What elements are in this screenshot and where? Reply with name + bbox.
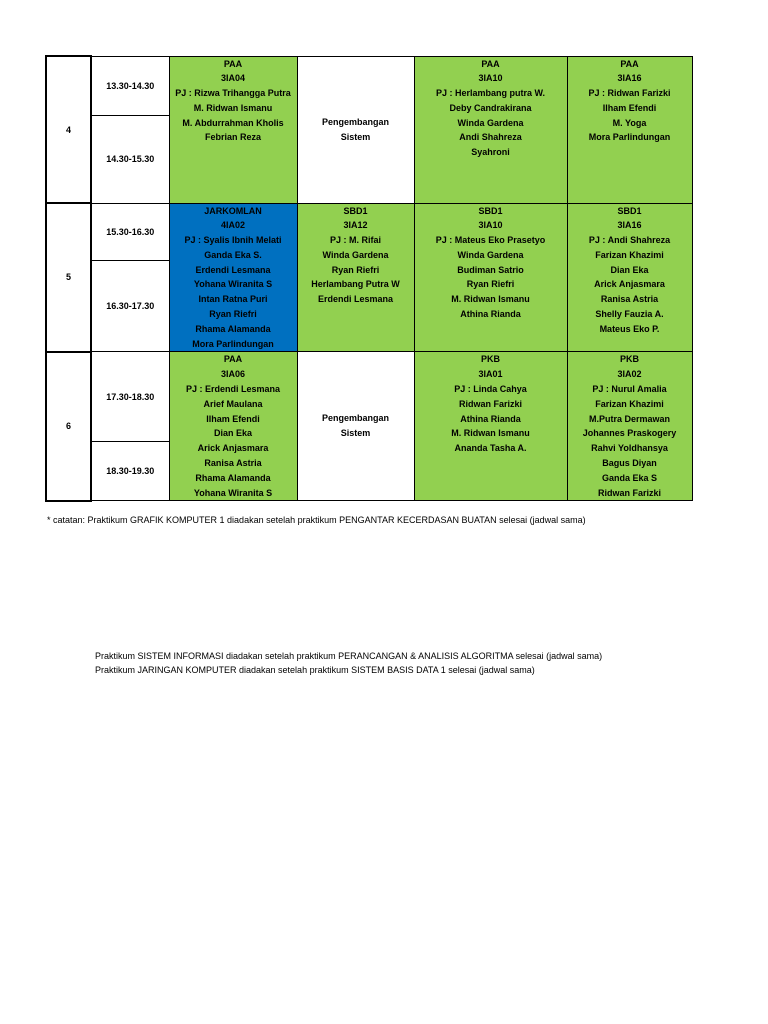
- cell-line: Erdendi Lesmana: [195, 264, 271, 275]
- cell-line: Budiman Satrio: [457, 264, 524, 275]
- cell-line: Athina Rianda: [460, 309, 521, 320]
- cell-line: 3IA16: [617, 73, 642, 84]
- cell-line: Winda Gardena: [322, 249, 389, 260]
- cell-line: Syahroni: [471, 147, 510, 158]
- cell-line: Shelly Fauzia A.: [595, 309, 664, 320]
- class-cell: [297, 203, 414, 352]
- cell-line: Ilham Efendi: [206, 413, 260, 424]
- class-cell: [567, 56, 692, 203]
- cell-line: 3IA12: [343, 220, 368, 231]
- cell-line: Ranisa Astria: [204, 458, 262, 469]
- class-cell: [169, 56, 297, 203]
- cell-line: Bagus Diyan: [602, 458, 657, 469]
- cell-line: PAA: [620, 58, 639, 69]
- cell-line: Mora Parlindungan: [192, 338, 274, 349]
- cell-lines: [415, 352, 567, 456]
- cell-line: Rhama Alamanda: [195, 323, 271, 334]
- cell-line: PJ : Nurul Amalia: [592, 384, 667, 395]
- class-cell: [297, 56, 414, 203]
- table-row: [46, 352, 692, 441]
- time-slot: 18.30-19.30: [91, 441, 169, 501]
- cell-line: PJ : Ridwan Farizki: [588, 88, 671, 99]
- session-number: 5: [46, 203, 91, 352]
- cell-line: PJ : Erdendi Lesmana: [185, 384, 281, 395]
- class-cell: [414, 203, 567, 352]
- cell-line: Deby Candrakirana: [449, 102, 532, 113]
- time-slot: 16.30-17.30: [91, 260, 169, 352]
- cell-line: Herlambang Putra W: [311, 279, 400, 290]
- cell-lines: [568, 204, 692, 337]
- cell-line: Ryan Riefri: [209, 309, 257, 320]
- cell-line: 3IA06: [220, 369, 246, 380]
- cell-line: Febrian Reza: [204, 132, 262, 143]
- class-cell: [414, 352, 567, 501]
- table-row: [46, 203, 692, 260]
- cell-line: Ridwan Farizki: [458, 398, 522, 409]
- cell-line: Farizan Khazimi: [595, 249, 664, 260]
- cell-line: PJ : Mateus Eko Prasetyo: [435, 235, 546, 246]
- session-number: 4: [46, 56, 91, 203]
- cell-line: Mora Parlindungan: [588, 132, 671, 143]
- class-cell: [297, 352, 414, 501]
- class-cell: [567, 352, 692, 501]
- cell-line: SBD1: [617, 205, 642, 216]
- cell-line: 3IA10: [478, 220, 503, 231]
- time-slot: 17.30-18.30: [91, 352, 169, 441]
- cell-line: 4IA02: [220, 220, 246, 231]
- cell-line: Ryan Riefri: [331, 264, 380, 275]
- schedule-table: [45, 55, 693, 502]
- cell-line: Ananda Tasha A.: [454, 443, 527, 454]
- cell-line: M. Ridwan Ismanu: [451, 428, 530, 439]
- cell-line: Ridwan Farizki: [597, 487, 661, 498]
- cell-line: PKB: [619, 354, 639, 365]
- cell-line: 3IA04: [220, 73, 246, 84]
- cell-line: Arick Anjasmara: [594, 279, 665, 290]
- cell-line: Pengembangan: [321, 116, 389, 127]
- cell-line: Winda Gardena: [457, 249, 524, 260]
- class-cell: [169, 352, 297, 501]
- cell-lines: [415, 204, 567, 322]
- cell-line: M.Putra Dermawan: [588, 413, 671, 424]
- cell-line: SBD1: [343, 205, 368, 216]
- cell-line: M. Abdurrahman Kholis: [182, 117, 284, 128]
- cell-line: Pengembangan: [321, 413, 389, 424]
- cell-line: PJ : Rizwa Trihangga Putra: [175, 88, 291, 99]
- note-line-2: Praktikum JARINGAN KOMPUTER diadakan setelah praktikum SISTEM BASIS DATA 1 selesai (jadwal sama): [95, 665, 535, 675]
- table-row: [46, 56, 692, 115]
- cell-line: 3IA16: [617, 220, 642, 231]
- cell-line: Johannes Praskogery: [582, 428, 677, 439]
- time-slot: 14.30-15.30: [91, 115, 169, 203]
- cell-line: Yohana Wiranita S: [193, 279, 273, 290]
- cell-line: Ganda Eka S.: [204, 249, 262, 260]
- cell-line: Erdendi Lesmana: [317, 294, 394, 305]
- cell-line: Yohana Wiranita S: [193, 487, 273, 498]
- cell-line: Rhama Alamanda: [195, 472, 271, 483]
- cell-line: PJ : M. Rifai: [329, 235, 381, 246]
- cell-line: M. Yoga: [612, 117, 647, 128]
- cell-line: Farizan Khazimi: [595, 398, 664, 409]
- cell-line: PJ : Syalis Ibnih Melati: [184, 235, 282, 246]
- cell-line: 3IA01: [478, 369, 503, 380]
- cell-line: PAA: [223, 58, 243, 69]
- cell-lines: [568, 57, 692, 146]
- cell-line: Ilham Efendi: [602, 102, 657, 113]
- time-slot: 13.30-14.30: [91, 56, 169, 115]
- cell-line: PJ : Linda Cahya: [454, 384, 527, 395]
- cell-lines: [568, 352, 692, 500]
- cell-line: 3IA10: [478, 73, 503, 84]
- cell-line: Athina Rianda: [460, 413, 521, 424]
- footnote-catatan: * catatan: Praktikum GRAFIK KOMPUTER 1 diadakan setelah praktikum PENGANTAR KECERDASAN BUATAN selesai (jadwal sama): [47, 515, 586, 525]
- cell-line: M. Ridwan Ismanu: [451, 294, 530, 305]
- cell-line: PKB: [480, 354, 500, 365]
- note-line-1: Praktikum SISTEM INFORMASI diadakan setelah praktikum PERANCANGAN & ANALISIS ALGORITMA selesai (jadwal sama): [95, 651, 603, 661]
- cell-line: Winda Gardena: [457, 117, 524, 128]
- cell-line: Mateus Eko P.: [599, 323, 660, 334]
- cell-line: JARKOMLAN: [204, 205, 262, 216]
- cell-line: Sistem: [340, 428, 371, 439]
- cell-line: SBD1: [478, 205, 503, 216]
- cell-line: Arief Maulana: [203, 398, 263, 409]
- cell-line: Dian Eka: [610, 264, 649, 275]
- class-cell: [567, 203, 692, 352]
- cell-lines: [298, 204, 414, 308]
- cell-line: Ranisa Astria: [600, 294, 659, 305]
- cell-line: Rahvi Yoldhansya: [591, 443, 668, 454]
- cell-line: PJ : Andi Shahreza: [588, 235, 671, 246]
- cell-line: PAA: [223, 354, 243, 365]
- cell-line: Dian Eka: [213, 428, 253, 439]
- cell-line: Ryan Riefri: [466, 279, 515, 290]
- cell-line: PAA: [481, 58, 500, 69]
- class-cell: [169, 203, 297, 352]
- class-cell: [414, 56, 567, 203]
- cell-lines: [415, 57, 567, 161]
- cell-line: Arick Anjasmara: [197, 443, 269, 454]
- cell-lines: [170, 204, 297, 352]
- cell-line: Sistem: [340, 131, 371, 142]
- cell-lines: [170, 352, 297, 500]
- session-number: 6: [46, 352, 91, 501]
- cell-line: M. Ridwan Ismanu: [193, 102, 273, 113]
- cell-lines: [170, 57, 297, 146]
- time-slot: 15.30-16.30: [91, 203, 169, 260]
- cell-line: Intan Ratna Puri: [198, 294, 268, 305]
- cell-line: Ganda Eka S: [601, 472, 658, 483]
- cell-line: PJ : Herlambang putra W.: [435, 88, 546, 99]
- cell-line: Andi Shahreza: [459, 132, 522, 143]
- cell-line: 3IA02: [617, 369, 642, 380]
